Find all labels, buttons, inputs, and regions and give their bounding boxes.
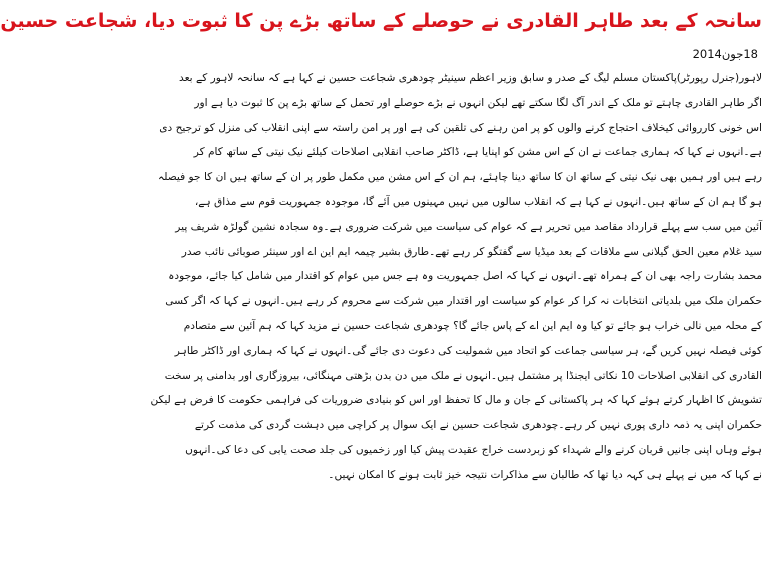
article-line: سید غلام معین الحق گیلانی سے ملاقات کے بعد میڈیا سے گفتگو کر رہے تھے۔طارق بشیر چیمہ ایم این اے اور سینئر صوبائی نائب صدر [181, 245, 762, 258]
article-line: حکمران ملک میں بلدیاتی انتخابات نہ کرا کر عوام کو سیاست اور اقتدار میں شرکت سے محروم کر رہے ہیں۔انہوں نے کہا کہ اگر کسی [165, 295, 762, 308]
article-line: تشویش کا اظہار کرتے ہوئے کہا کہ ہر پاکستانی کے جان و مال کا تحفظ اور اس کو بنیادی ضروریات کی فراہمی حکومت کا فرض ہے لیکن [150, 394, 762, 407]
article-line: ہو گا ہم ان کے ساتھ ہیں۔انہوں نے کہا ہے کہ انقلاب سالوں میں نہیں مہینوں میں آئے گا، موجودہ جمہوریت قوم سے مذاق ہے، [194, 195, 762, 208]
article-line: لاہور(جنرل رپورٹر)پاکستان مسلم لیگ کے صدر و سابق وزیر اعظم سینیٹر چودھری شجاعت حسین نے کہا ہے کہ سانحہ لاہور کے بعد [179, 72, 762, 84]
article-line: نے کہا کہ میں نے پہلے ہی کہہ دیا تھا کہ طالبان سے مذاکرات نتیجہ خیز ثابت ہونے کا امکان نہیں۔ [328, 468, 762, 481]
article-body [150, 66, 762, 488]
article-line: کوئی فیصلہ نہیں کریں گے، ہر سیاسی جماعت کو اتحاد میں شمولیت کی دعوت دی جائے گی۔انہوں نے کہا کہ ہماری اور ڈاکٹر طاہر [174, 344, 762, 357]
article-line: ہے۔انہوں نے کہا کہ ہماری جماعت نے ان کے اس مشن کو اپنایا ہے، ڈاکٹر صاحب انقلابی اصلاحات کیلئے نیک نیتی کے ساتھ کام کر [193, 146, 762, 159]
article-line: اگر طاہر القادری چاہتے تو ملک کے اندر آگ لگا سکتے تھے لیکن انہوں نے بڑے حوصلے اور تحمل کے ساتھ بڑے پن کا ثبوت دیا ہے اور [194, 96, 762, 109]
article-line: القادری کی انقلابی اصلاحات 10 نکاتی ایجنڈا پر مشتمل ہیں۔انہوں نے ملک میں دن بدن بڑھتی مہنگائی، بیروزگاری اور بدامنی پر سخت [164, 369, 762, 382]
article-line: حکمران اپنی یہ ذمہ داری پوری نہیں کر رہے۔چودھری شجاعت حسین نے ایک سوال پر کراچی میں دہشت گردی کی مذمت کرتے [194, 419, 762, 432]
article-dateline: 18جون2014 [692, 47, 758, 61]
article-line: اس خونی کارروائی کیخلاف احتجاج کرنے والوں کو پر امن رہنے کی تلقین کی ہے اور پر امن راستہ سے اپنی انقلاب کی منزل کو ترجیح دی [159, 121, 762, 134]
article-line: محمد بشارت راجہ بھی ان کے ہمراہ تھے۔انہوں نے کہا کہ اصل جمہوریت وہ ہے جس میں عوام کو اقتدار میں شامل کیا جائے، موجودہ [168, 270, 762, 283]
article-line: ہوئے وہاں اپنی جانیں قربان کرنے والے شہداء کو زبردست خراج عقیدت پیش کیا اور زخمیوں کی جلد صحت یابی کی دعا کی۔انہوں [185, 443, 762, 456]
article-line: رہے ہیں اور ہمیں بھی نیک نیتی کے ساتھ ان کا ساتھ دینا چاہئے، ہم ان کے اس مشن میں مکمل طور پر ان کے ساتھ ہیں ان کا جو فیصلہ [158, 171, 762, 184]
article-line: آئین میں سب سے پہلے قرارداد مقاصد میں تحریر ہے کہ عوام کی سیاست میں شرکت ضروری ہے۔وہ سجادہ نشین گولڑہ شریف پیر [175, 220, 762, 233]
article-line: کے محلہ میں نالی خراب ہو جائے تو کیا وہ ایم این اے کے پاس جائے گا؟ چودھری شجاعت حسین نے مزید کہا کہ ہم آئین سے متصادم [183, 319, 762, 332]
article-headline: سانحہ کے بعد طاہر القادری نے حوصلے کے ساتھ بڑے پن کا ثبوت دیا، شجاعت حسین [0, 10, 762, 32]
